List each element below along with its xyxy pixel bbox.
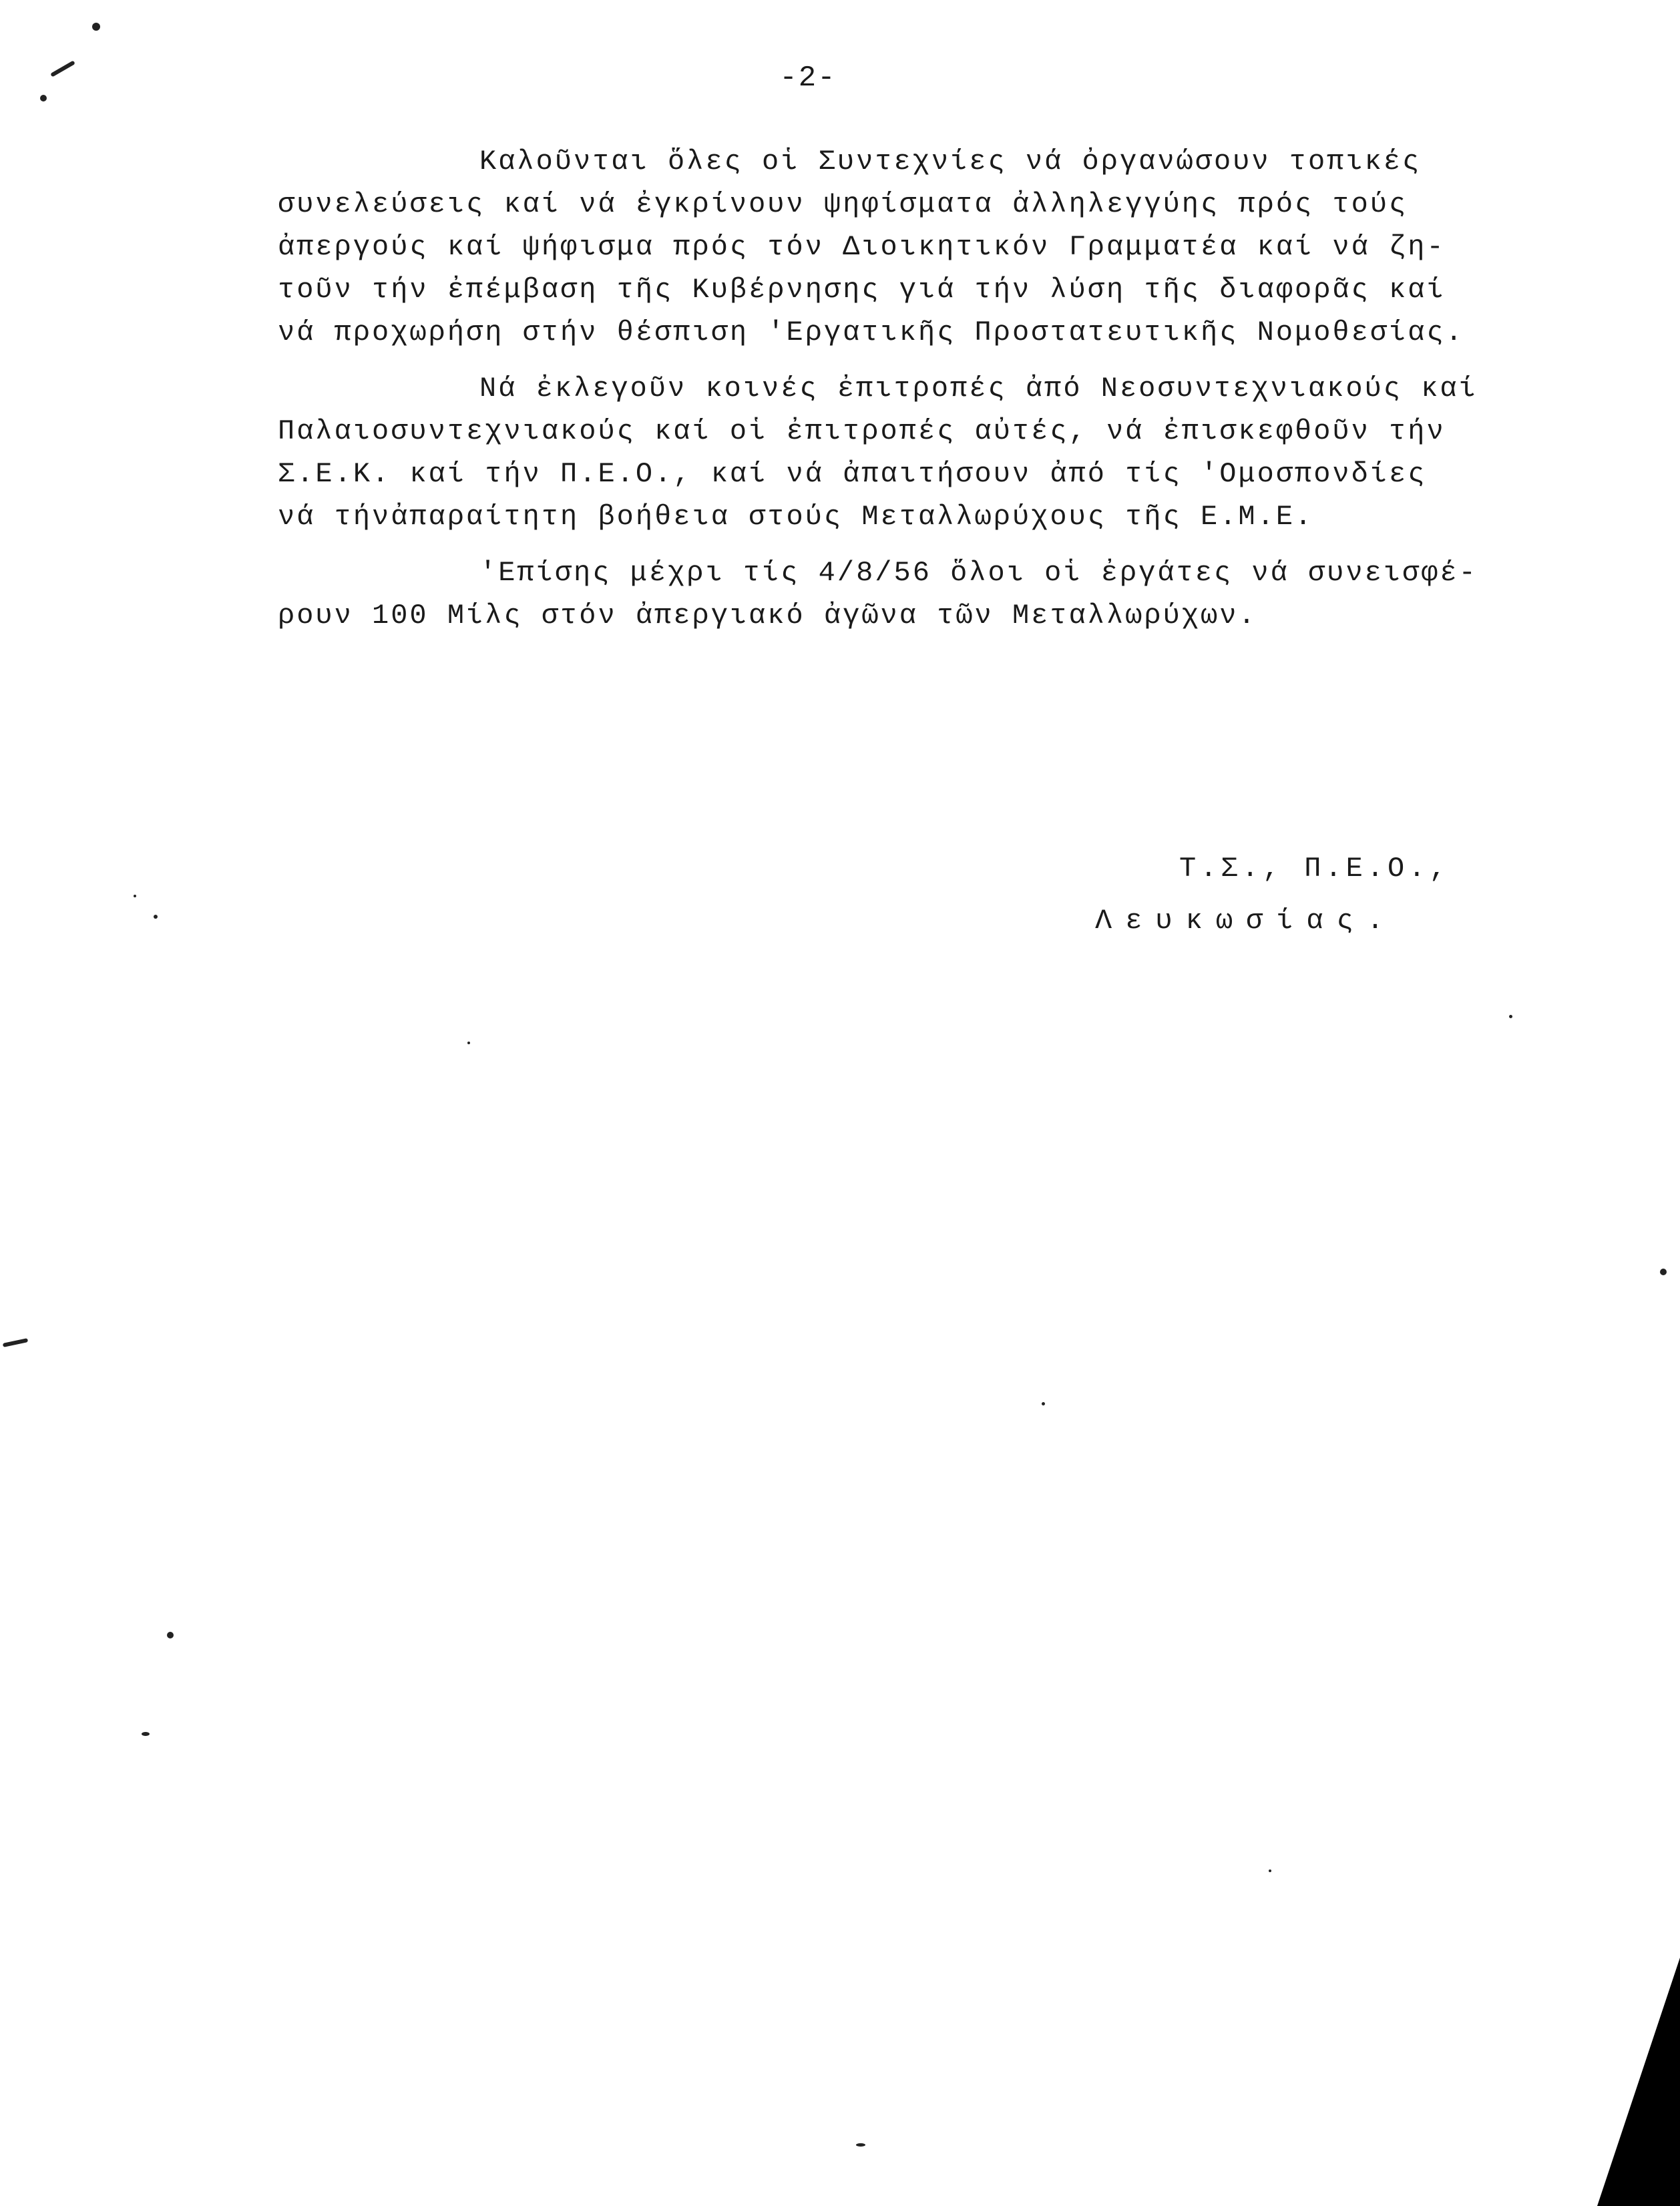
text-line: συνελεύσεις καί νά ἐγκρίνουν ψηφίσματα ἀλληλεγγύης πρός τούς bbox=[278, 188, 1408, 220]
document-body bbox=[278, 140, 1580, 637]
scan-speck bbox=[92, 23, 100, 31]
paragraph-contribution bbox=[278, 552, 1580, 637]
text-line: Σ.Ε.Κ. καί τήν Π.Ε.Ο., καί νά ἀπαιτήσουν ἀπό τίς 'Ομοσπονδίες bbox=[278, 458, 1427, 490]
paragraph-gap bbox=[278, 538, 1580, 552]
scan-speck bbox=[142, 1732, 150, 1736]
text-line: ἀπεργούς καί ψήφισμα πρός τόν Διοικητικόν Γραμματέα καί νά ζη- bbox=[278, 231, 1446, 263]
scan-speck bbox=[467, 1042, 470, 1044]
paragraph-gap bbox=[278, 354, 1580, 367]
text-line: νά τήνἀπαραίτητη βοήθεια στούς Μεταλλωρύχους τῆς Ε.Μ.Ε. bbox=[278, 501, 1314, 533]
scan-speck bbox=[1042, 1402, 1045, 1405]
scan-speck bbox=[167, 1632, 174, 1638]
scan-corner-shadow bbox=[1597, 1958, 1680, 2206]
scan-speck bbox=[1660, 1269, 1667, 1275]
paragraph-joint-committees bbox=[278, 367, 1580, 538]
text-line: Παλαιοσυντεχνιακούς καί οἱ ἐπιτροπές αὐτές, νά ἐπισκεφθοῦν τήν bbox=[278, 415, 1446, 447]
scan-speck bbox=[1509, 1015, 1512, 1018]
signature-city: Λευκωσίας. bbox=[1095, 905, 1398, 937]
scan-speck bbox=[40, 95, 47, 101]
scan-speck bbox=[134, 895, 136, 897]
text-line: Καλοῦνται ὅλες οἱ Συντεχνίες νά ὀργανώσουν τοπικές bbox=[479, 146, 1422, 178]
scan-speck bbox=[1269, 1869, 1271, 1872]
signature-block bbox=[1095, 843, 1576, 947]
signature-organization: Τ.Σ., Π.Ε.Ο., bbox=[1179, 853, 1450, 885]
text-line: Νά ἐκλεγοῦν κοινές ἐπιτροπές ἀπό Νεοσυντεχνιακούς καί bbox=[479, 373, 1478, 405]
scan-speck bbox=[856, 2143, 865, 2147]
scan-speck bbox=[50, 60, 75, 77]
paragraph-call-for-assemblies bbox=[278, 140, 1580, 354]
text-line: 'Επίσης μέχρι τίς 4/8/56 ὅλοι οἱ ἐργάτες νά συνεισφέ- bbox=[479, 557, 1478, 589]
text-line: τοῦν τήν ἐπέμβαση τῆς Κυβέρνησης γιά τήν λύση τῆς διαφορᾶς καί bbox=[278, 274, 1446, 306]
page-number: -2- bbox=[779, 61, 837, 95]
scan-speck bbox=[3, 1338, 28, 1347]
text-line: νά προχωρήση στήν θέσπιση 'Εργατικῆς Προστατευτικῆς Νομοθεσίας. bbox=[278, 316, 1464, 349]
scan-speck bbox=[154, 915, 158, 919]
text-line: ρουν 100 Μίλς στόν ἀπεργιακό ἀγῶνα τῶν Μεταλλωρύχων. bbox=[278, 600, 1257, 632]
